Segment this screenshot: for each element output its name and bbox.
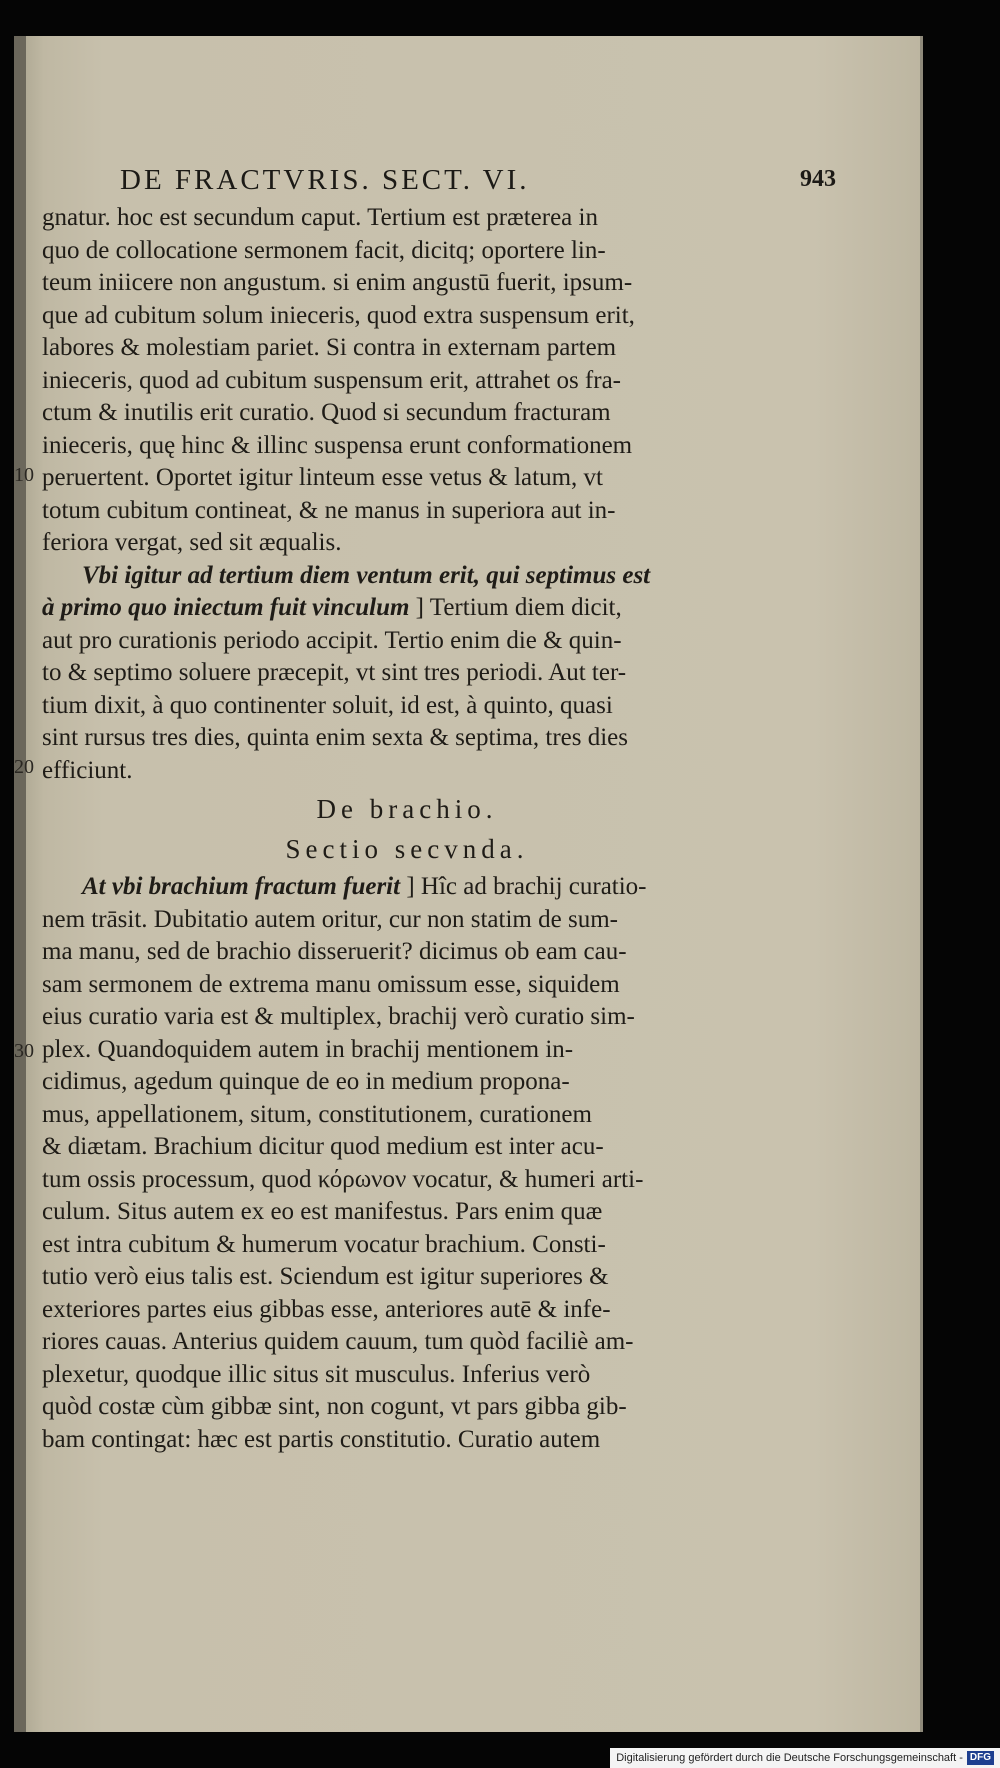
running-title: DE FRACTVRIS. SECT. VI. [120, 164, 530, 196]
text-line: to & septimo soluere præcepit, vt sint tres periodi. Aut ter- [42, 659, 627, 686]
text-line: riores cauas. Anterius quidem cauum, tum quòd faciliè am- [42, 1328, 634, 1355]
text-line: totum cubitum contineat, & ne manus in superiora aut in- [42, 496, 616, 524]
running-header [120, 164, 836, 197]
text-line: aut pro curationis periodo accipit. Tertio enim die & quin- [42, 626, 622, 654]
text-line: tium dixit, à quo continenter soluit, id est, à quinto, quasi [42, 691, 613, 719]
credit-text: Digitalisierung gefördert durch die Deutsche Forschungsgemeinschaft - [616, 1752, 963, 1764]
lemma-commentary: ] Tertium diem dicit, [415, 594, 622, 621]
text-line: ctum & inutilis erit curatio. Quod si secundum fracturam [42, 399, 611, 426]
section-subheading: Sectio secvnda. [285, 834, 529, 864]
text-line: bam contingat: hæc est partis constitutio. Curatio autem [42, 1425, 601, 1453]
text-line: culum. Situs autem ex eo est manifestus. Pars enim quæ [42, 1198, 603, 1225]
text-line: sint rursus tres dies, quinta enim sexta & septima, tres dies [42, 724, 629, 751]
lemma-commentary: ] Hîc ad brachij curatio- [406, 873, 647, 900]
lemma-line [42, 871, 772, 904]
section-heading: De brachio. [316, 794, 498, 824]
digitization-credit [610, 1748, 1000, 1768]
dfg-logo: DFG [967, 1751, 994, 1765]
text-line: exteriores partes eius gibbas esse, anteriores autē & infe- [42, 1295, 611, 1323]
text-line: plex. Quandoquidem autem in brachij mentionem in- [42, 1035, 574, 1063]
text-line: quo de collocatione sermonem facit, dicitq; oportere lin- [42, 236, 606, 264]
text-line: labores & molestiam pariet. Si contra in externam partem [42, 334, 617, 361]
text-line: ma manu, sed de brachio disseruerit? dicimus ob eam cau- [42, 938, 627, 965]
text-line: quòd costæ cùm gibbæ sint, non cogunt, vt pars gibba gib- [42, 1393, 627, 1420]
text-line: plexetur, quodque illic situs sit musculus. Inferius verò [42, 1360, 591, 1388]
text-line: est intra cubitum & humerum vocatur brachium. Consti- [42, 1230, 606, 1258]
text-line: eius curatio varia est & multiplex, brachij verò curatio sim- [42, 1003, 635, 1030]
text-line: peruertent. Oportet igitur linteum esse vetus & latum, vt [42, 464, 603, 491]
text-line: nem trāsit. Dubitatio autem oritur, cur non statim de sum- [42, 905, 618, 933]
margin-line-number: 20 [14, 756, 34, 778]
text-line: sam sermonem de extrema manu omissum esse, siquidem [42, 970, 620, 998]
text-line: inieceris, quę hinc & illinc suspensa erunt conformationem [42, 431, 633, 459]
lemma-italic: At vbi brachium fractum fuerit [82, 873, 401, 900]
lemma-italic: à primo quo iniectum fuit vinculum [42, 594, 410, 621]
text-line: efficiunt. [42, 756, 133, 784]
page-gutter-shadow [14, 36, 26, 1732]
book-page [14, 36, 923, 1732]
margin-line-number: 10 [14, 464, 34, 486]
lemma-line [42, 560, 772, 593]
lemma-line [42, 592, 772, 625]
text-line: gnatur. hoc est secundum caput. Tertium est præterea in [42, 204, 598, 231]
text-line: que ad cubitum solum inieceris, quod extra suspensum erit, [42, 301, 635, 329]
lemma-italic: Vbi igitur ad tertium diem ventum erit, qui septimus est [82, 561, 651, 589]
text-line: cidimus, agedum quinque de eo in medium proponа- [42, 1068, 570, 1095]
text-line: tum ossis processum, quod κόρωνον vocatur, & humeri arti- [42, 1165, 644, 1193]
text-line: mus, appellationem, situm, constitutionem, curationem [42, 1100, 592, 1128]
text-line: inieceris, quod ad cubitum suspensum erit, attrahet os fra- [42, 366, 622, 394]
margin-line-number: 30 [14, 1040, 34, 1062]
text-line: teum iniicere non angustum. si enim angustū fuerit, ipsum- [42, 269, 633, 296]
body-text [42, 202, 772, 1456]
text-line: & diætam. Brachium dicitur quod medium est inter acu- [42, 1133, 604, 1160]
text-line: tutio verò eius talis est. Sciendum est igitur superiores & [42, 1263, 609, 1290]
page-number: 943 [800, 166, 836, 192]
text-line: feriora vergat, sed sit æqualis. [42, 529, 342, 556]
